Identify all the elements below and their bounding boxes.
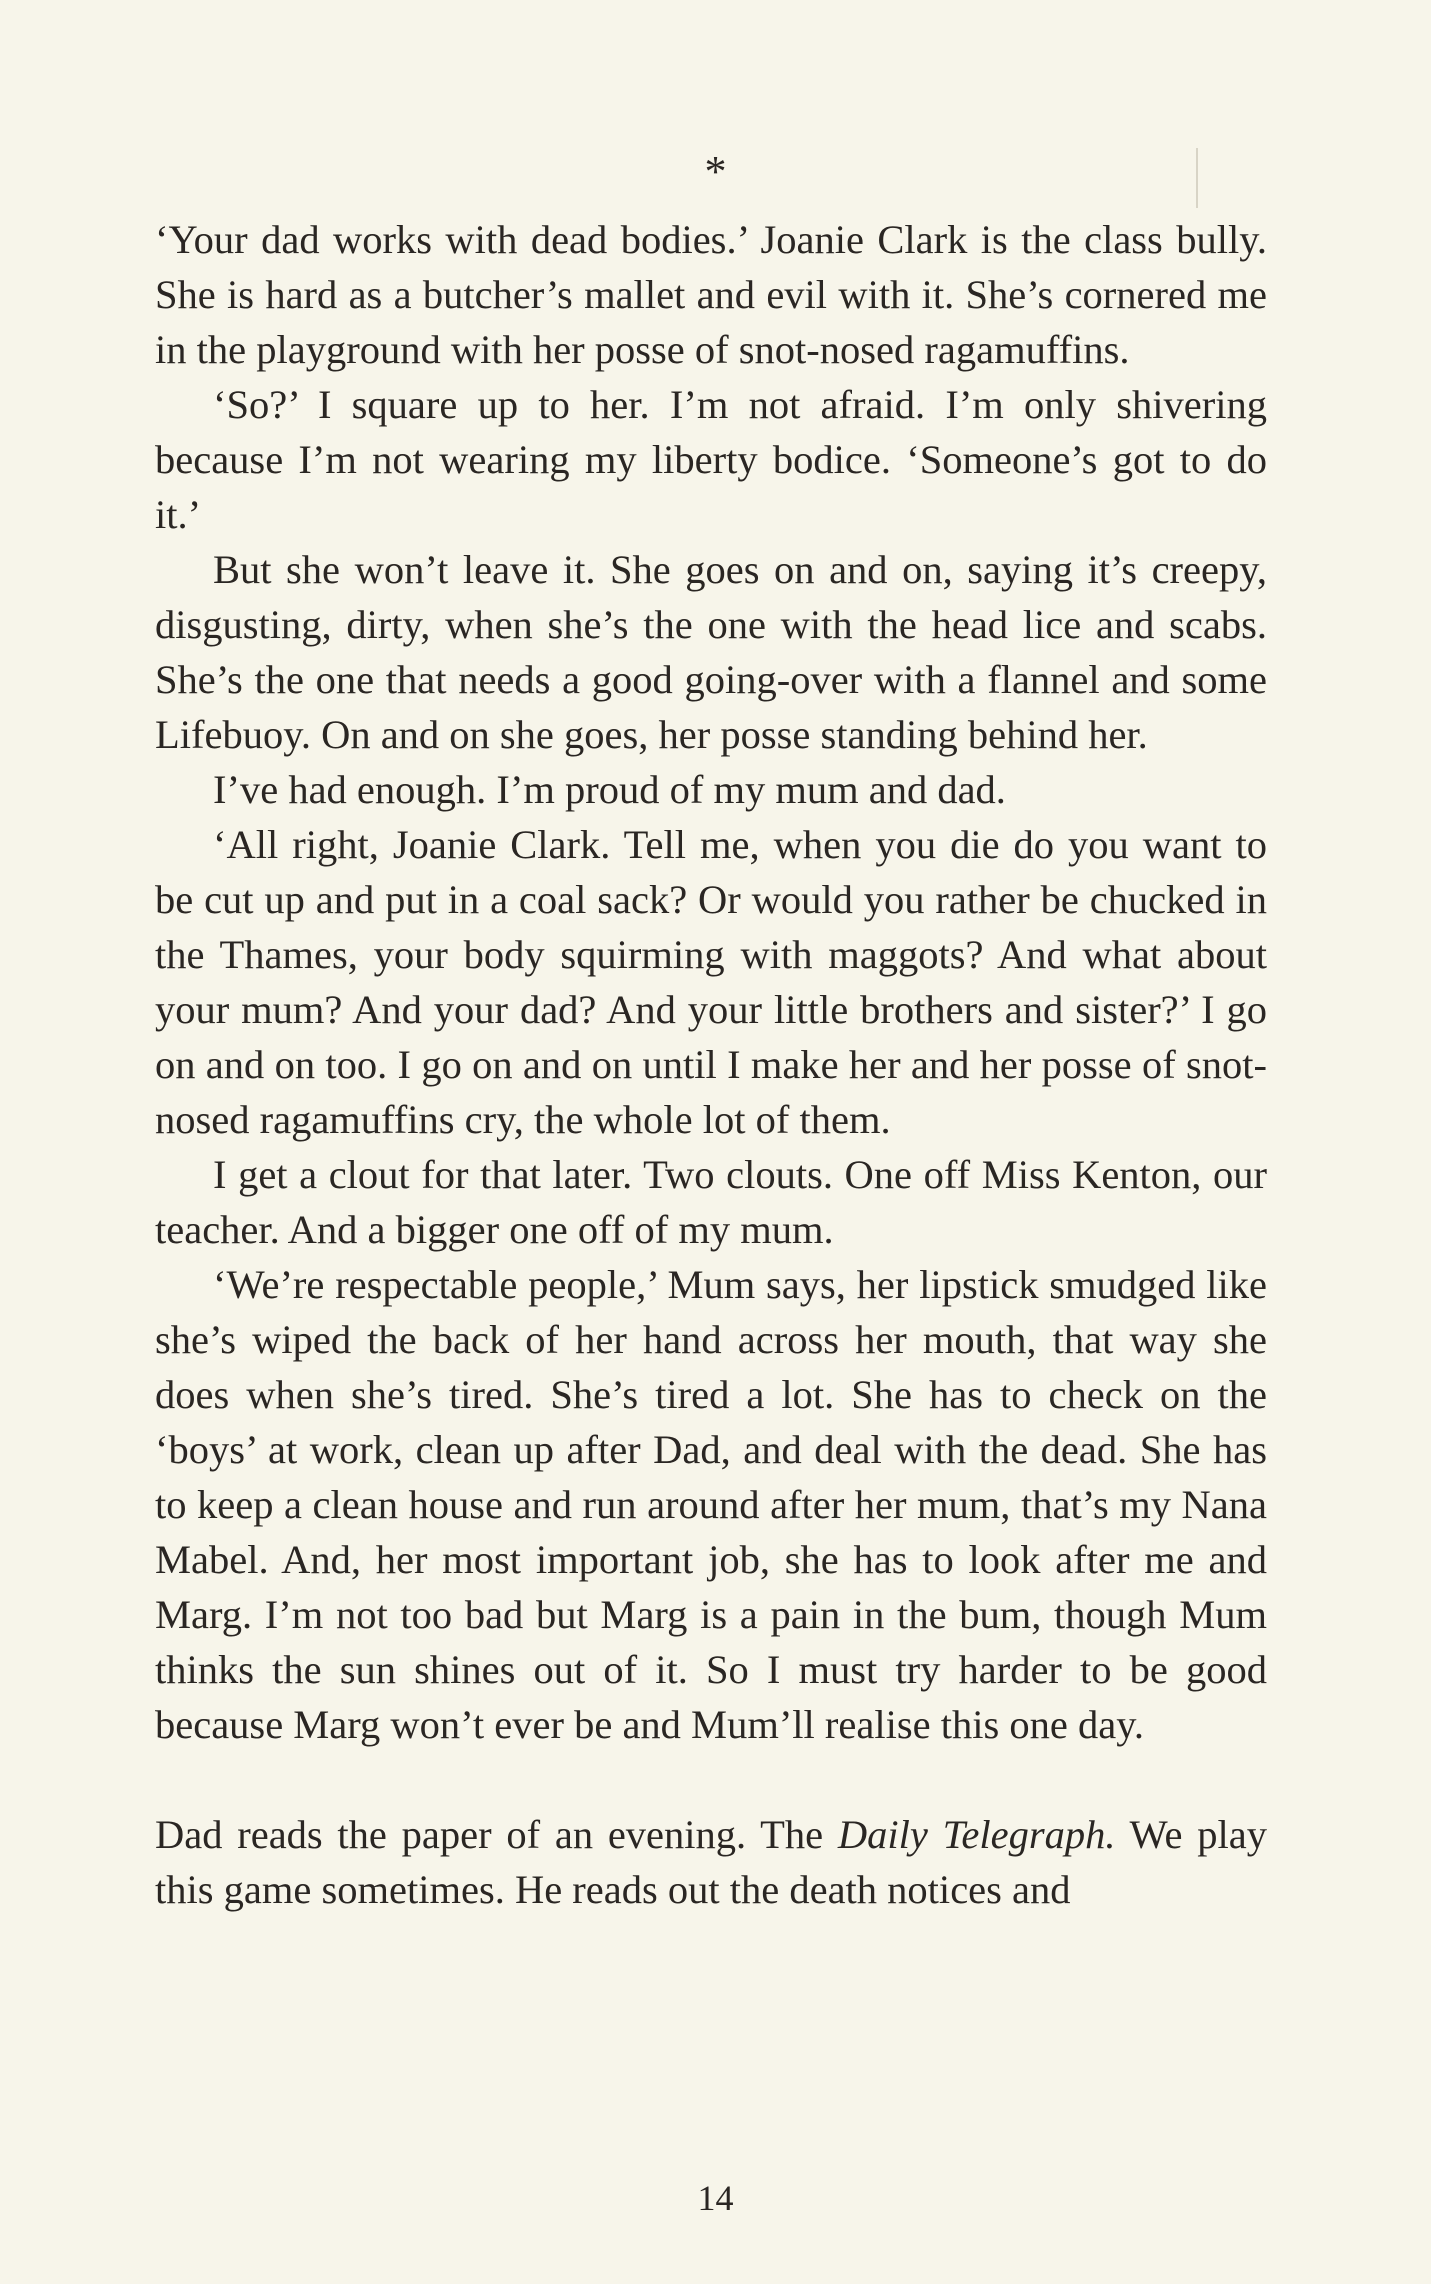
body-text (155, 212, 1267, 1917)
paragraph: ‘We’re respectable people,’ Mum says, her lipstick smudged like she’s wiped the back of her hand across her mouth, that way she does when she’s tired. She’s tired a lot. She has to check on the ‘boys’ at work, clean up after Dad, and deal with the dead. She has to keep a clean house and run around after her mum, that’s my Nana Mabel. And, her most important job, she has to look after me and Marg. I’m not too bad but Marg is a pain in the bum, though Mum thinks the sun shines out of it. So I must try harder to be good because Marg won’t ever be and Mum’ll realise this one day. (155, 1262, 1267, 1747)
closing-text-start: Dad reads the paper of an evening. The (155, 1812, 838, 1857)
paragraph: But she won’t leave it. She goes on and on, saying it’s creepy, disgusting, dirty, when she’s the one with the head lice and scabs. She’s the one that needs a good going-over with a flannel and some Lifebuoy. On and on she goes, her posse standing behind her. (155, 547, 1267, 757)
closing-text-end: We play this game sometimes. He reads out the death notices and (155, 1812, 1267, 1912)
paragraph: ‘So?’ I square up to her. I’m not afraid. I’m only shivering because I’m not wearing my liberty bodice. ‘Someone’s got to do it.’ (155, 382, 1267, 537)
newspaper-title: Daily Telegraph. (837, 1812, 1116, 1857)
closing-paragraph (155, 1807, 1267, 1917)
page-number: 14 (697, 2178, 734, 2218)
section-break: * (704, 147, 727, 196)
paragraph: I’ve had enough. I’m proud of my mum and dad. (213, 767, 1006, 812)
paragraph: ‘All right, Joanie Clark. Tell me, when you die do you want to be cut up and put in a coal sack? Or would you rather be chucked in the Thames, your body squirming with maggots? And what about your mum? And your dad? And your little brothers and sister?’ I go on and on too. I go on and on until I make her and her posse of snot-nosed ragamuffins cry, the whole lot of them. (155, 822, 1267, 1142)
paragraph: I get a clout for that later. Two clouts. One off Miss Kenton, our teacher. And a bigger one off of my mum. (155, 1152, 1267, 1252)
paragraph: ‘Your dad works with dead bodies.’ Joanie Clark is the class bully. She is hard as a butcher’s mallet and evil with it. She’s cornered me in the playground with her posse of snot-nosed ragamuffins. (155, 217, 1267, 372)
